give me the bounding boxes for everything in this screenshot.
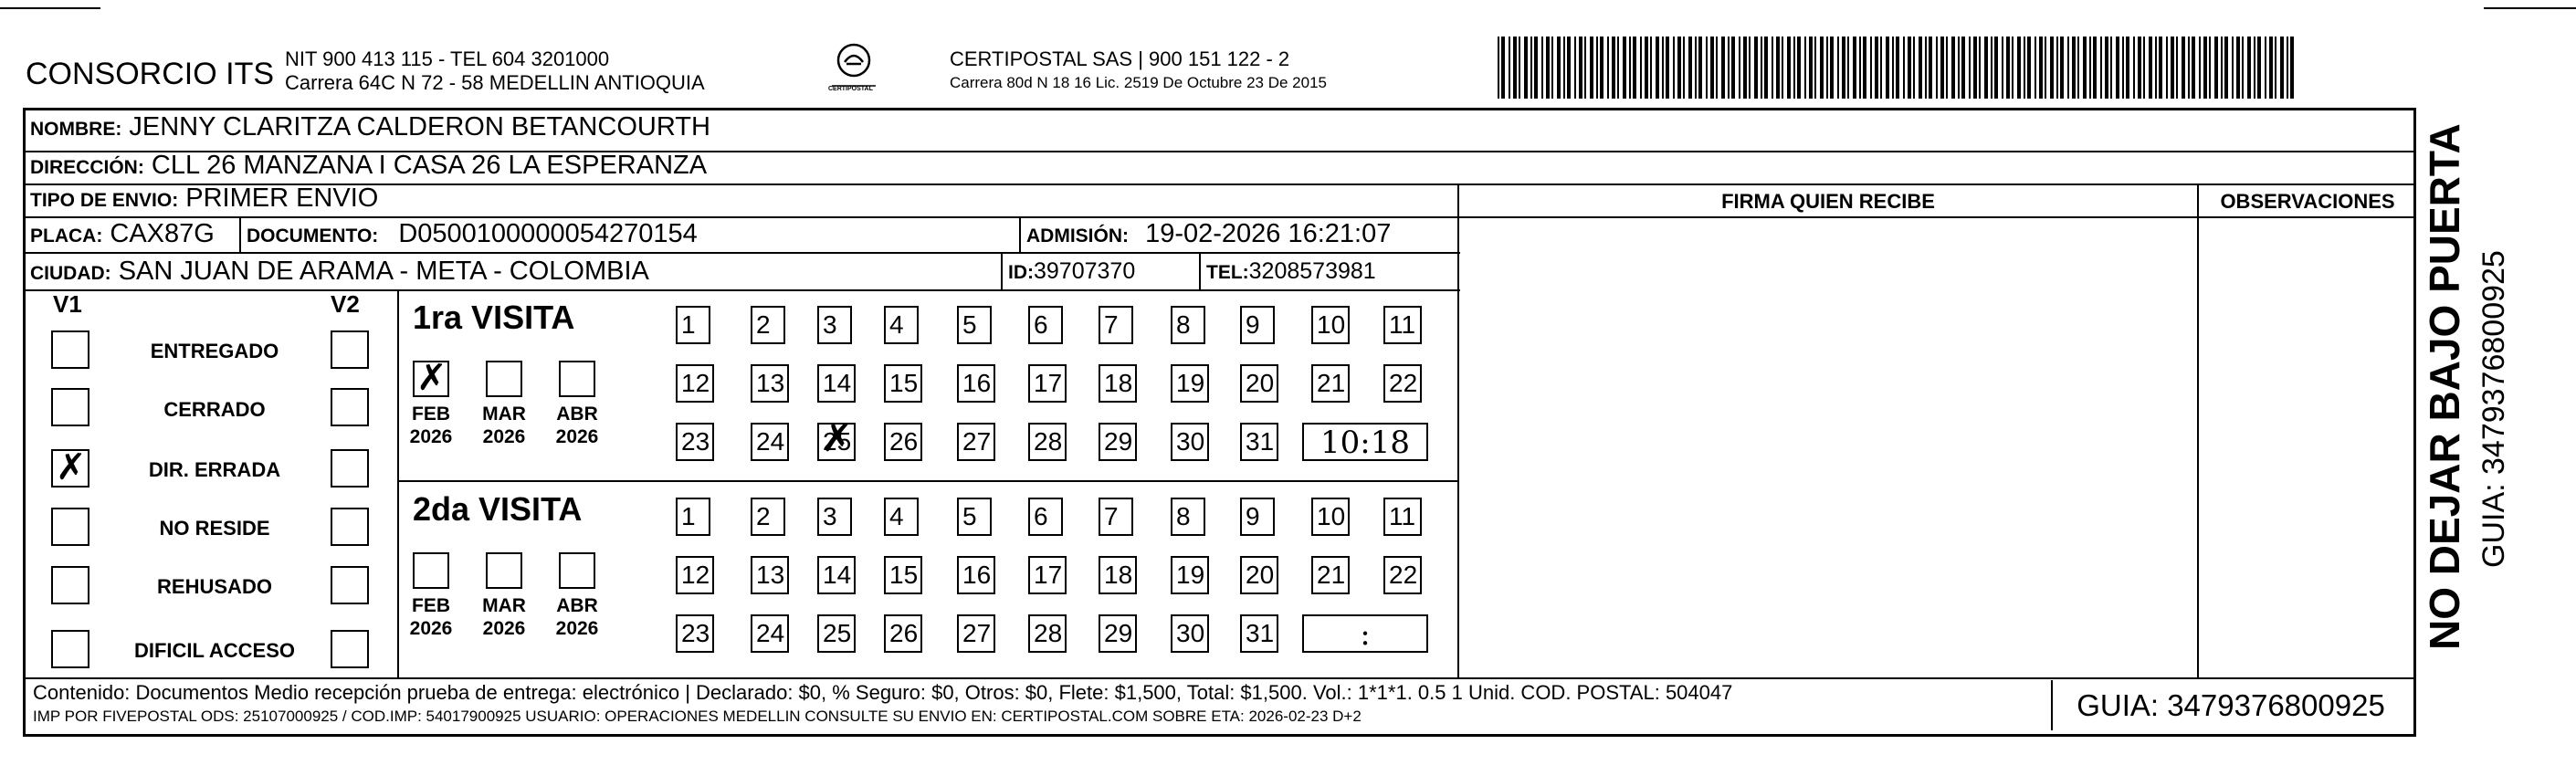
recipient-address: [30, 150, 707, 184]
month-label: [550, 594, 605, 640]
day-box[interactable]: 27: [957, 614, 995, 653]
plate-label: PLACA:: [30, 225, 103, 246]
city: [30, 256, 649, 289]
city-label: CIUDAD:: [30, 263, 111, 284]
day-box[interactable]: 19: [1171, 364, 1209, 403]
day-box[interactable]: 4: [884, 498, 919, 536]
month-checkbox[interactable]: [413, 552, 449, 589]
document-value: D0500100000054270154: [398, 219, 698, 248]
day-box[interactable]: 26: [884, 423, 922, 461]
month-label: [477, 594, 531, 640]
status-option-label: ENTREGADO: [150, 340, 279, 362]
day-box[interactable]: 17: [1028, 364, 1067, 403]
day-box[interactable]: 29: [1099, 423, 1137, 461]
day-box[interactable]: 1: [676, 306, 710, 344]
content-details: Contenido: Documentos Medio recepción prueba de entrega: electrónico | Declarado: $0, % Seguro: $0, Otros: $0, Flete: $1,500, Total: $1,500. Vol.: 1*1*1. 0.5 1 Unid. COD. POSTAL: 504047: [33, 681, 1733, 704]
plate: [30, 218, 215, 252]
month-checkbox[interactable]: [486, 361, 522, 397]
company-nit: NIT 900 413 115 - TEL 604 3201000: [285, 47, 610, 70]
admission: [1026, 218, 1391, 252]
day-box[interactable]: 28: [1028, 614, 1067, 653]
day-box[interactable]: 4: [884, 306, 919, 344]
day-box[interactable]: 23: [676, 423, 714, 461]
document-label: DOCUMENTO:: [247, 225, 379, 246]
day-box[interactable]: 13: [751, 556, 789, 594]
month-label: [550, 403, 605, 448]
v1-checkbox[interactable]: [51, 630, 89, 668]
day-box[interactable]: 8: [1171, 498, 1205, 536]
phone-value: 3208573981: [1248, 258, 1376, 284]
month-year: 2026: [409, 618, 453, 639]
rule: [1001, 252, 1003, 289]
day-box[interactable]: 13: [751, 364, 789, 403]
day-box[interactable]: 6: [1028, 498, 1063, 536]
id-label: ID:: [1008, 262, 1034, 283]
day-box[interactable]: 26: [884, 614, 922, 653]
rule: [23, 677, 2416, 679]
plate-value: CAX87G: [110, 219, 215, 248]
status-option-label: CERRADO: [163, 398, 266, 421]
rule: [397, 480, 1458, 482]
day-box[interactable]: 14: [817, 364, 856, 403]
admission-label: ADMISIÓN:: [1026, 225, 1129, 246]
rule: [23, 184, 2416, 185]
v2-checkbox[interactable]: [331, 449, 369, 488]
side-notice: NO DEJAR BAJO PUERTA: [2421, 123, 2468, 650]
company-info: [285, 47, 705, 95]
v2-checkbox[interactable]: [331, 508, 369, 546]
v1-checkbox[interactable]: [51, 508, 89, 546]
rule: [397, 289, 399, 677]
month-name: ABR: [556, 595, 598, 616]
month-checkbox[interactable]: [559, 552, 595, 589]
visit-time[interactable]: :: [1302, 614, 1428, 653]
month-label: [404, 403, 458, 448]
rule: [1019, 216, 1021, 253]
x-mark-icon: ✗: [416, 357, 447, 399]
day-box[interactable]: 16: [957, 556, 995, 594]
day-box[interactable]: 21: [1311, 364, 1350, 403]
day-box[interactable]: 15: [884, 364, 922, 403]
day-box[interactable]: 15: [884, 556, 922, 594]
address-label: DIRECCIÓN:: [30, 157, 144, 178]
status-option-label: NO RESIDE: [159, 517, 270, 540]
certipostal-logo: [826, 40, 881, 104]
rule: [2197, 216, 2416, 218]
day-box[interactable]: 20: [1240, 556, 1278, 594]
rule: [2197, 184, 2199, 677]
shipment-type: [30, 183, 378, 216]
day-box[interactable]: 14: [817, 556, 856, 594]
day-box[interactable]: 10: [1311, 306, 1350, 344]
status-option-label: DIR. ERRADA: [148, 458, 281, 481]
day-box[interactable]: 31: [1240, 423, 1278, 461]
day-box[interactable]: 29: [1099, 614, 1137, 653]
day-box[interactable]: 21: [1311, 556, 1350, 594]
day-box[interactable]: 22: [1383, 556, 1422, 594]
day-box[interactable]: 10: [1311, 498, 1350, 536]
month-checkbox[interactable]: [486, 552, 522, 589]
recipient-id: [1008, 256, 1135, 288]
id-value: 39707370: [1034, 258, 1136, 284]
month-name: FEB: [412, 404, 450, 425]
phone-label: TEL:: [1206, 262, 1249, 283]
name-label: NOMBRE:: [30, 119, 122, 140]
day-box[interactable]: 7: [1099, 498, 1133, 536]
day-box[interactable]: 24: [751, 423, 789, 461]
x-mark-icon: ✗: [56, 446, 87, 488]
name-value: JENNY CLARITZA CALDERON BETANCOURTH: [129, 112, 710, 142]
side-guia: GUIA: 3479376800925: [2476, 250, 2511, 568]
day-box[interactable]: 17: [1028, 556, 1067, 594]
address-value: CLL 26 MANZANA I CASA 26 LA ESPERANZA: [151, 151, 708, 180]
v1-checkbox[interactable]: [51, 566, 89, 604]
top-rule-right: [2484, 7, 2576, 9]
day-box[interactable]: 11: [1383, 306, 1422, 344]
day-box[interactable]: 22: [1383, 364, 1422, 403]
status-option-label: REHUSADO: [157, 575, 272, 598]
day-box[interactable]: 20: [1240, 364, 1278, 403]
day-box[interactable]: 24: [751, 614, 789, 653]
visit-time[interactable]: 10:18: [1302, 423, 1428, 461]
v2-checkbox[interactable]: [331, 330, 369, 369]
day-box[interactable]: 16: [957, 364, 995, 403]
rule: [1457, 184, 1459, 677]
day-box[interactable]: 30: [1171, 614, 1209, 653]
v1-header: V1: [53, 290, 82, 318]
print-details: IMP POR FIVEPOSTAL ODS: 25107000925 / COD.IMP: 54017900925 USUARIO: OPERACIONES MEDELLIN CONSULTE SU ENVIO EN: CERTIPOSTAL.COM SOBRE ETA: 2026-02-23 D+2: [33, 708, 1362, 725]
signature-header: FIRMA QUIEN RECIBE: [1721, 190, 1935, 213]
v2-checkbox[interactable]: [331, 630, 369, 668]
v1-checkbox[interactable]: [51, 388, 89, 426]
day-box[interactable]: 12: [676, 556, 714, 594]
v1-checkbox[interactable]: [51, 446, 89, 488]
visit-title: 1ra VISITA: [413, 299, 575, 336]
recipient-phone: [1206, 256, 1376, 288]
guia-number: GUIA: 3479376800925: [2051, 680, 2409, 730]
v2-checkbox[interactable]: [331, 388, 369, 426]
month-name: MAR: [482, 595, 526, 616]
type-value: PRIMER ENVIO: [185, 184, 379, 213]
company-address: Carrera 64C N 72 - 58 MEDELLIN ANTIOQUIA: [285, 71, 705, 94]
month-checkbox[interactable]: [413, 357, 449, 399]
day-box[interactable]: 2: [751, 498, 785, 536]
certipostal-address: Carrera 80d N 18 16 Lic. 2519 De Octubre 23 De 2015: [950, 74, 1327, 91]
day-box[interactable]: 31: [1240, 614, 1278, 653]
v1-checkbox[interactable]: [51, 330, 89, 369]
type-label: TIPO DE ENVIO:: [30, 190, 179, 211]
city-value: SAN JUAN DE ARAMA - META - COLOMBIA: [118, 257, 649, 286]
day-box[interactable]: 12: [676, 364, 714, 403]
barcode: [1498, 37, 2301, 99]
day-box[interactable]: 7: [1099, 306, 1133, 344]
v2-header: V2: [331, 290, 360, 318]
top-rule-left: [0, 7, 100, 9]
month-name: FEB: [412, 595, 450, 616]
day-box[interactable]: 19: [1171, 556, 1209, 594]
company-name: CONSORCIO ITS: [26, 57, 275, 91]
day-box[interactable]: 23: [676, 614, 714, 653]
day-box[interactable]: 3: [817, 498, 852, 536]
month-year: 2026: [409, 426, 453, 447]
month-year: 2026: [555, 618, 599, 639]
status-option-label: DIFICIL ACCESO: [133, 639, 295, 662]
day-box[interactable]: 27: [957, 423, 995, 461]
day-box[interactable]: 11: [1383, 498, 1422, 536]
v2-checkbox[interactable]: [331, 566, 369, 604]
month-year: 2026: [482, 426, 526, 447]
day-box[interactable]: 9: [1240, 498, 1275, 536]
day-box[interactable]: 6: [1028, 306, 1063, 344]
day-box[interactable]: 9: [1240, 306, 1275, 344]
logo-text: CERTIPOSTAL: [828, 86, 873, 92]
month-checkbox[interactable]: [559, 361, 595, 397]
recipient-name: [30, 111, 710, 145]
day-box[interactable]: 5: [957, 306, 992, 344]
month-name: MAR: [482, 404, 526, 425]
day-box[interactable]: 5: [957, 498, 992, 536]
rule: [1199, 252, 1201, 289]
day-box[interactable]: 3: [817, 306, 852, 344]
day-box[interactable]: 8: [1171, 306, 1205, 344]
certipostal-nit: CERTIPOSTAL SAS | 900 151 122 - 2: [950, 47, 1290, 70]
rule: [1457, 216, 2199, 218]
day-box[interactable]: 25: [817, 614, 856, 653]
rule: [23, 289, 1460, 291]
day-box[interactable]: 18: [1099, 556, 1137, 594]
month-year: 2026: [482, 618, 526, 639]
observations-header: OBSERVACIONES: [2220, 190, 2395, 213]
month-label: [404, 594, 458, 640]
day-box[interactable]: 2: [751, 306, 785, 344]
document: [247, 218, 698, 252]
month-name: ABR: [556, 404, 598, 425]
day-box[interactable]: 30: [1171, 423, 1209, 461]
day-box[interactable]: 25 ✗: [817, 423, 856, 461]
visit-title: 2da VISITA: [413, 490, 583, 528]
rule: [239, 216, 241, 253]
month-year: 2026: [555, 426, 599, 447]
day-box[interactable]: 28: [1028, 423, 1067, 461]
day-box[interactable]: 1: [676, 498, 710, 536]
day-box[interactable]: 18: [1099, 364, 1137, 403]
certipostal-info: [950, 47, 1327, 95]
admission-value: 19-02-2026 16:21:07: [1145, 219, 1392, 248]
month-label: [477, 403, 531, 448]
